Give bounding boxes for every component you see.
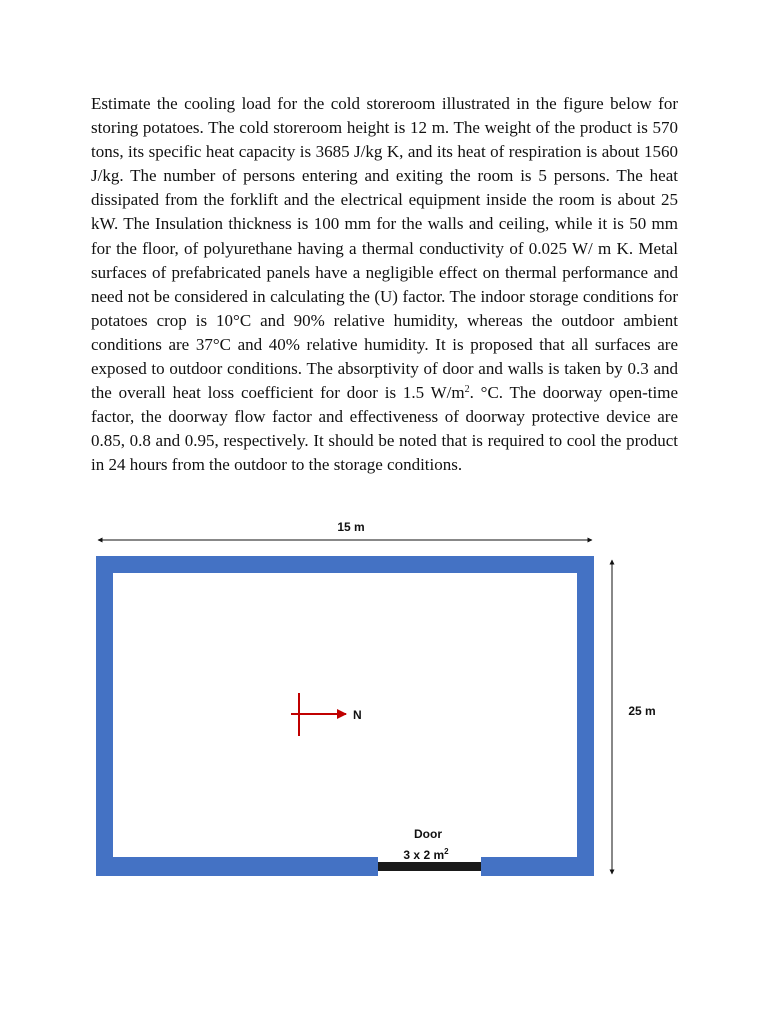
- wall-top: [96, 556, 594, 573]
- door-label: Door: [414, 827, 442, 841]
- superscript-2: 2: [464, 384, 470, 396]
- wall-bottom-right: [481, 857, 594, 876]
- north-label: N: [353, 708, 362, 722]
- door-size-label: [403, 847, 449, 862]
- problem-text-part2: . °C. The doorway open-time factor, the doorway flow factor and effectiveness of doorway protective device are 0.85, 0.8 and 0.95, respectively. It should be noted that is required to cool the product in 24 hours from the outdoor to the storage conditions.: [91, 383, 678, 475]
- width-label: 15 m: [337, 520, 365, 534]
- problem-text-part1: Estimate the cooling load for the cold storeroom illustrated in the figure below for storing potatoes. The cold storeroom height is 12 m. The weight of the product is 570 tons, its specific heat capacity is 3685 J/kg K, and its heat of respiration is about 1560 J/kg. The number of persons entering and exiting the room is 5 persons. The heat dissipated from the forklift and the electrical equipment inside the room is about 25 kW. The Insulation thickness is 100 mm for the walls and ceiling, while it is 50 mm for the floor, of polyurethane having a thermal conductivity of 0.025 W/ m K. Metal surfaces of prefabricated panels have a negligible effect on thermal performance and need not be considered in calculating the (U) factor. The indoor storage conditions for potatoes crop is 10°C and 90% relative humidity, whereas the outdoor ambient conditions are 37°C and 40% relative humidity. It is proposed that all surfaces are exposed to outdoor conditions. The absorptivity of door and walls is taken by 0.3 and the overall heat loss coefficient for door is 1.5 W/m: [91, 94, 678, 403]
- north-compass-icon: [291, 693, 346, 736]
- door-size-text: 3 x 2 m: [403, 848, 445, 862]
- length-label: 25 m: [628, 704, 656, 718]
- wall-left: [96, 556, 113, 876]
- wall-bottom-left: [96, 857, 378, 876]
- door: [378, 862, 481, 871]
- door-size-superscript: 2: [444, 847, 449, 856]
- room-walls: [96, 556, 594, 876]
- wall-right: [577, 556, 594, 876]
